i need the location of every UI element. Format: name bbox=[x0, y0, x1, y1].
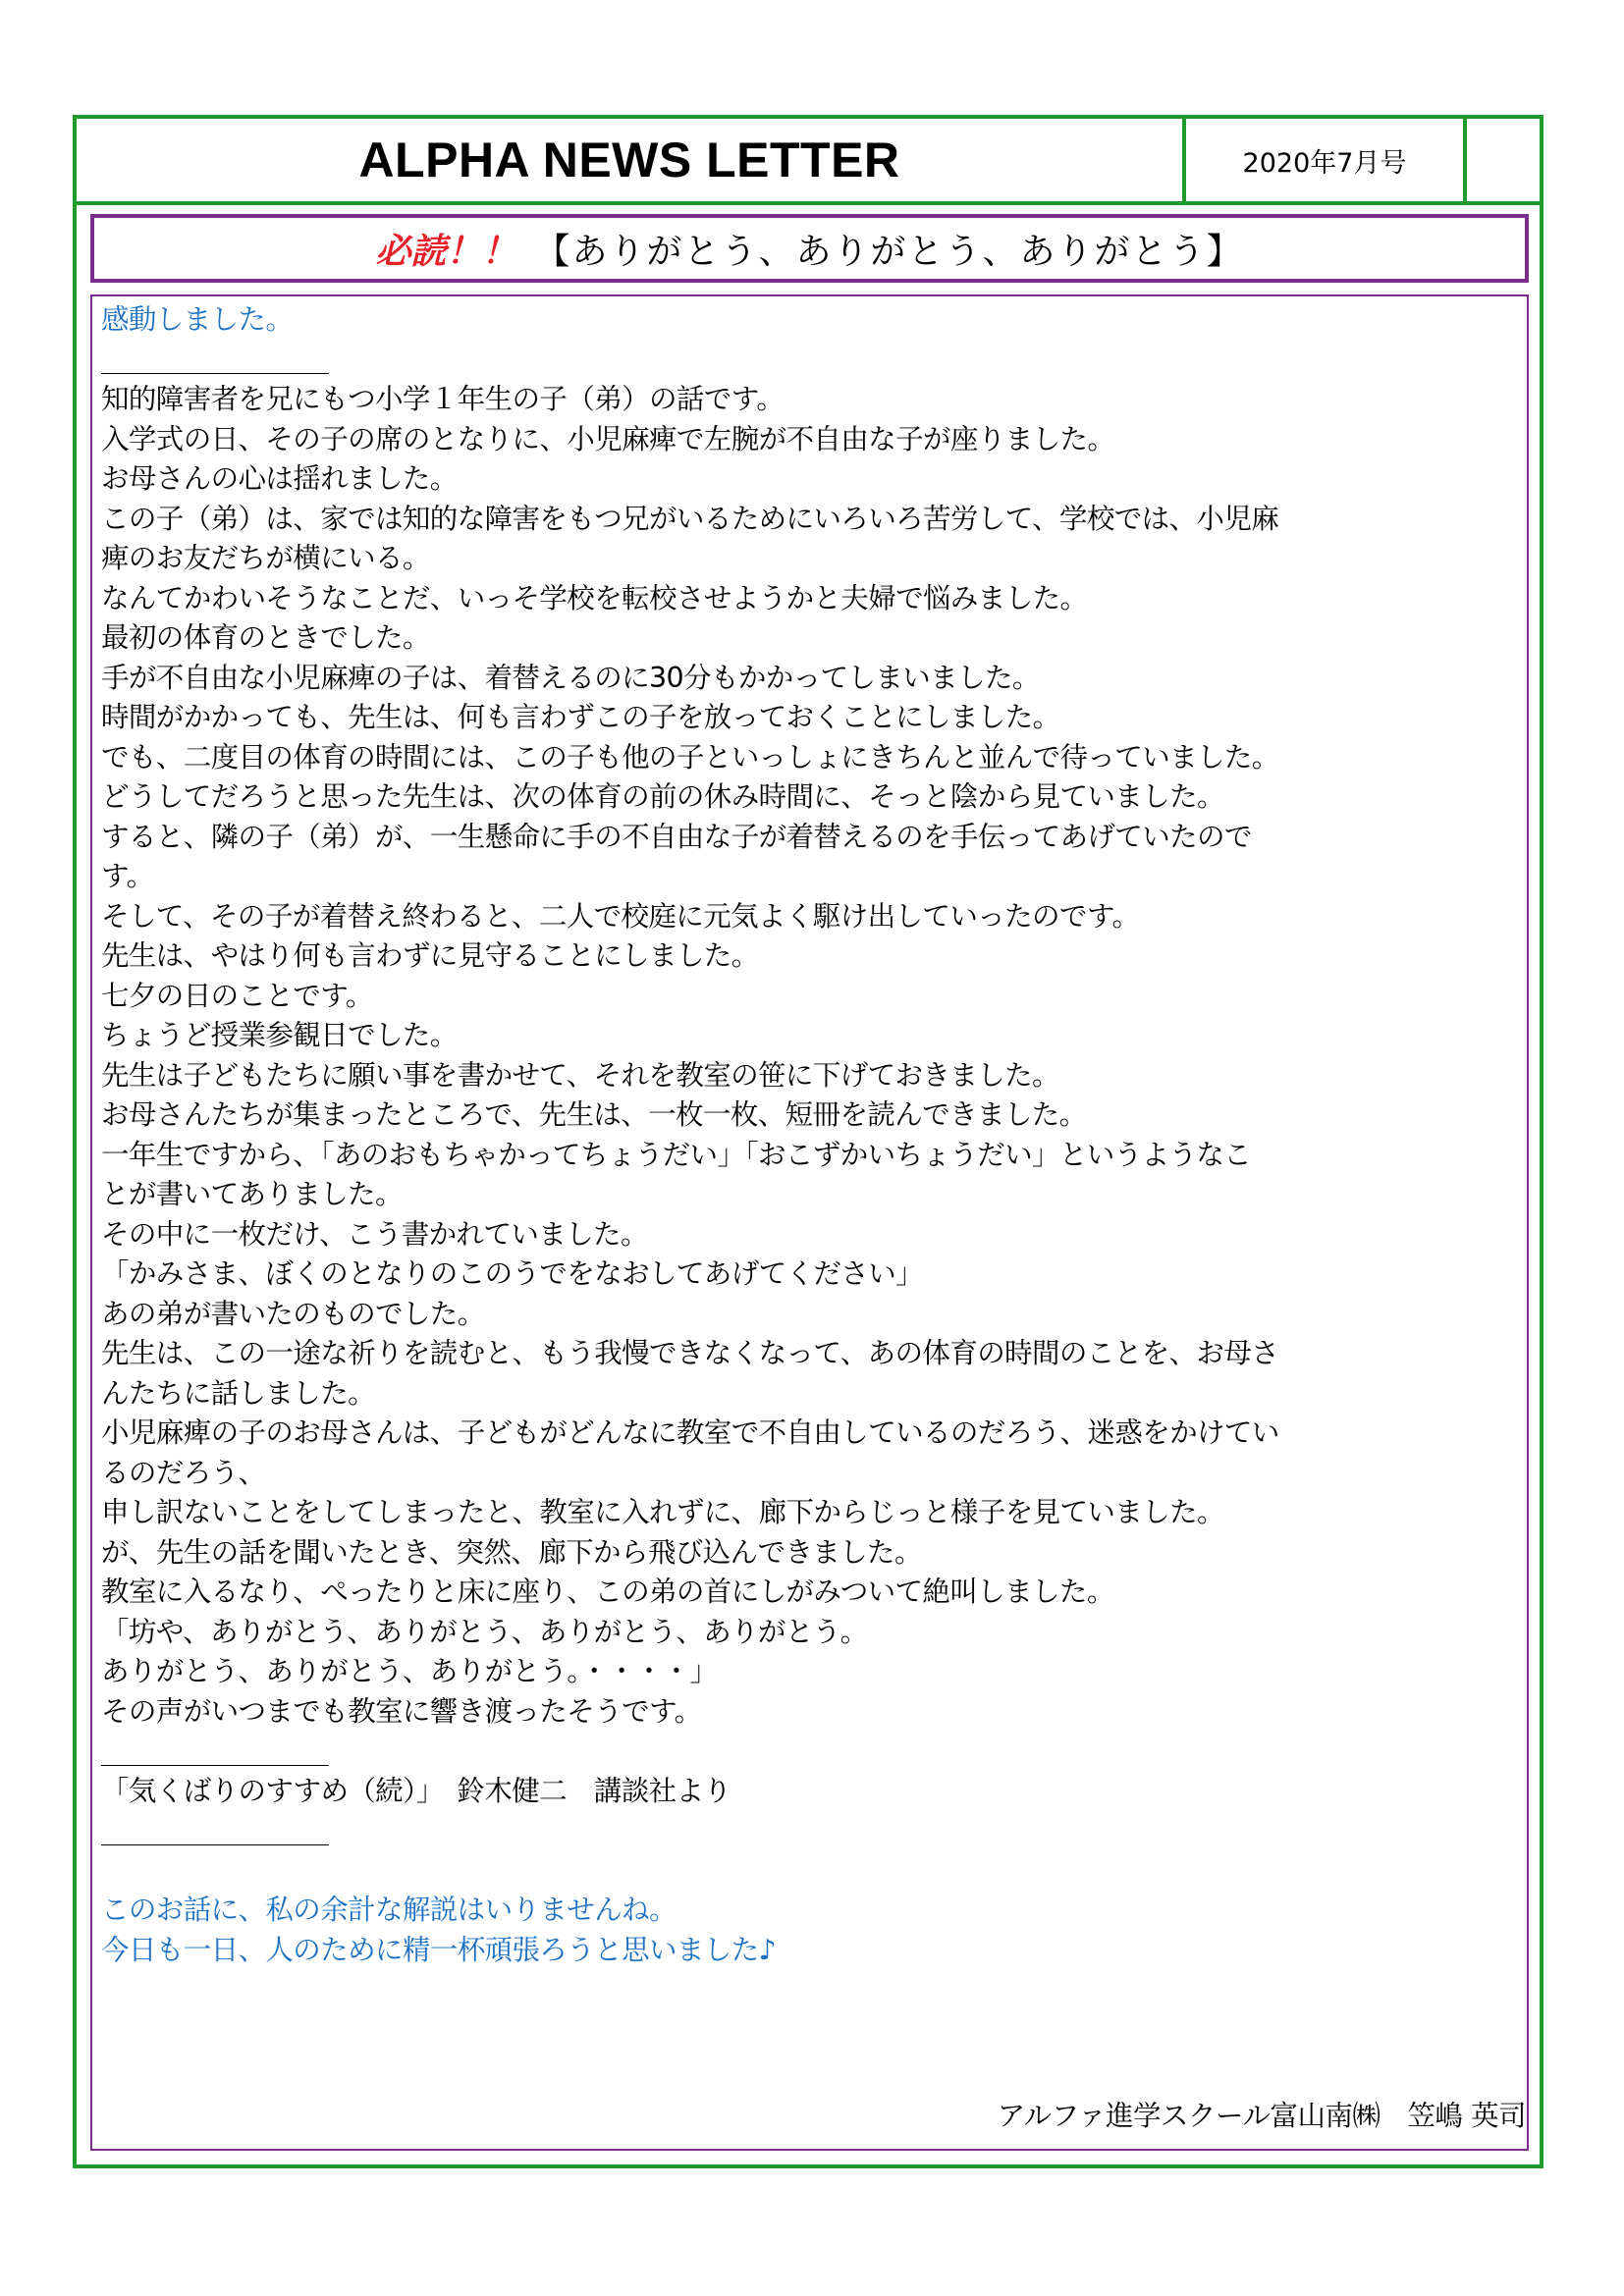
story-line: ありがとう、ありがとう、ありがとう。・・・・」 bbox=[101, 1655, 718, 1687]
story-line: お母さんの心は揺れました。 bbox=[101, 462, 458, 495]
story-line: 先生は、この一途な祈りを読むと、もう我慢できなくなって、あの体育の時間のことを、お母さ bbox=[101, 1337, 1279, 1369]
story-line: 先生は、やはり何も言わずに見守ることにしました。 bbox=[101, 939, 759, 972]
story-line: この子（弟）は、家では知的な障害をもつ兄がいるためにいろいろ苦労して、学校では、小児麻 bbox=[101, 502, 1279, 535]
story-line: 教室に入るなり、ぺったりと床に座り、この弟の首にしがみついて絶叫しました。 bbox=[101, 1575, 1114, 1608]
story-line: 入学式の日、その子の席のとなりに、小児麻痺で左腕が不自由な子が座りました。 bbox=[101, 422, 1115, 455]
header-blank-cell bbox=[1463, 115, 1543, 205]
closing-line: 今日も一日、人のために精一杯頑張ろうと思いました♪ bbox=[101, 1933, 777, 1966]
story-line: す。 bbox=[101, 860, 154, 892]
story-line: そして、その子が着替え終わると、二人で校庭に元気よく駆け出していったのです。 bbox=[101, 899, 1140, 933]
newsletter-title: ALPHA NEWS LETTER bbox=[73, 115, 1186, 205]
story-line: んたちに話しました。 bbox=[101, 1376, 376, 1410]
story-line: るのだろう、 bbox=[101, 1456, 266, 1489]
story-line: 知的障害者を兄にもつ小学１年生の子（弟）の話です。 bbox=[101, 383, 785, 415]
story-line: でも、二度目の体育の時間には、この子も他の子といっしょにきちんと並んで待っていました。 bbox=[101, 740, 1279, 774]
story-line: あの弟が書いたのものでした。 bbox=[101, 1297, 485, 1330]
story-line: 時間がかかっても、先生は、何も言わずこの子を放っておくことにしました。 bbox=[101, 701, 1060, 733]
author-signature: アルファ進学スクール富山南㈱ 笠嶋 英司 bbox=[997, 2100, 1526, 2132]
story-line: 痺のお友だちが横にいる。 bbox=[101, 542, 430, 574]
article-content bbox=[101, 300, 1515, 1970]
story-line: 先生は子どもたちに願い事を書かせて、それを教室の笹に下げておきました。 bbox=[101, 1058, 1059, 1092]
story-line: 申し訳ないことをしてしまったと、教室に入れずに、廊下からじっと様子を見ていました。 bbox=[101, 1496, 1224, 1528]
story-line: とが書いてありました。 bbox=[101, 1178, 403, 1210]
must-read-label: 必読！！ bbox=[375, 231, 517, 272]
story-line: 手が不自由な小児麻痺の子は、着替えるのに30分もかかってしまいました。 bbox=[101, 661, 1040, 694]
spacer bbox=[101, 1851, 1515, 1892]
story-line: ちょうど授業参観日でした。 bbox=[101, 1019, 458, 1051]
story-line: その中に一枚だけ、こう書かれていました。 bbox=[101, 1217, 648, 1251]
story-line: 最初の体育のときでした。 bbox=[101, 621, 430, 654]
story-line: 小児麻痺の子のお母さんは、子どもがどんなに教室で不自由しているのだろう、迷惑をかけてい bbox=[101, 1416, 1279, 1449]
story-line: お母さんたちが集まったところで、先生は、一枚一枚、短冊を読んできました。 bbox=[101, 1098, 1087, 1131]
story-line: 七夕の日のことです。 bbox=[101, 979, 373, 1012]
separator-line bbox=[101, 1732, 329, 1772]
intro-line: 感動しました。 bbox=[101, 303, 294, 336]
story-line: が、先生の話を聞いたとき、突然、廊下から飛び込んできました。 bbox=[101, 1535, 922, 1569]
closing-line: このお話に、私の余計な解説はいりませんね。 bbox=[101, 1894, 677, 1926]
source-citation: 「気くばりのすすめ（続）」 鈴木健二 講談社より bbox=[101, 1774, 731, 1807]
newsletter-header bbox=[73, 115, 1543, 205]
separator-line bbox=[101, 1811, 329, 1851]
story-line: すると、隣の子（弟）が、一生懸命に手の不自由な子が着替えるのを手伝ってあげていたので bbox=[101, 820, 1252, 853]
story-line: どうしてだろうと思った先生は、次の体育の前の休み時間に、そっと陰から見ていました。 bbox=[101, 780, 1224, 813]
story-line: その声がいつまでも教室に響き渡ったそうです。 bbox=[101, 1694, 702, 1728]
separator-line bbox=[101, 341, 329, 381]
story-line: なんてかわいそうなことだ、いっそ学校を転校させようかと夫婦で悩みました。 bbox=[101, 581, 1088, 614]
headline-banner bbox=[90, 214, 1529, 283]
headline-topic: 【ありがとう、ありがとう、ありがとう】 bbox=[534, 231, 1244, 272]
story-line: 「坊や、ありがとう、ありがとう、ありがとう、ありがとう。 bbox=[101, 1615, 868, 1648]
story-line: 「かみさま、ぼくのとなりのこのうでをなおしてあげてください」 bbox=[101, 1257, 924, 1290]
story-line: 一年生ですから、「あのおもちゃかってちょうだい」「おこずかいちょうだい」というようなこ bbox=[101, 1138, 1252, 1171]
issue-date: 2020年7月号 bbox=[1182, 115, 1467, 205]
